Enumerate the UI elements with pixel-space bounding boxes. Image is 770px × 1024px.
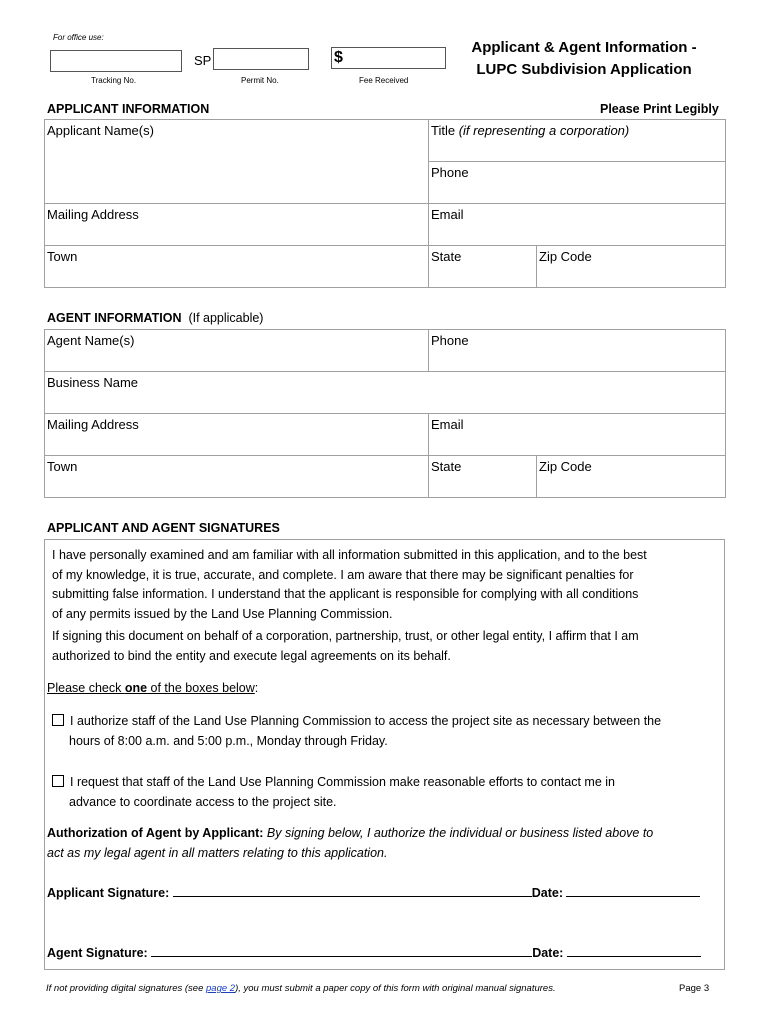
applicant-date-line[interactable]: [566, 896, 700, 897]
agent-name-field[interactable]: Agent Name(s): [45, 330, 429, 372]
page-number: Page 3: [679, 983, 710, 994]
fee-label: Fee Received: [359, 76, 409, 85]
office-use-label: For office use:: [53, 33, 104, 42]
tracking-number-field[interactable]: [50, 50, 182, 72]
agent-state-field[interactable]: State: [429, 456, 537, 498]
applicant-town-field[interactable]: Town: [45, 246, 429, 288]
applicant-signature-row: Applicant Signature: Date:: [47, 884, 723, 904]
tracking-label: Tracking No.: [91, 76, 137, 85]
sp-prefix: SP: [194, 53, 212, 68]
agent-signature-line[interactable]: [151, 956, 532, 957]
agent-heading: AGENT INFORMATION (If applicable): [47, 311, 264, 325]
entity-paragraph: If signing this document on behalf of a corporation, partnership, trust, or other legal entity, I affirm that I am authorized to bind the entity and execute legal agreements on its behalf.: [52, 629, 639, 663]
dollar-sign: $: [334, 49, 343, 66]
permit-label: Permit No.: [241, 76, 279, 85]
agent-zip-field[interactable]: Zip Code: [537, 456, 726, 498]
agent-date-line[interactable]: [567, 956, 701, 957]
fee-received-field[interactable]: [331, 47, 446, 69]
agent-signature-row: Agent Signature: Date:: [47, 944, 723, 964]
applicant-phone-field[interactable]: Phone: [429, 162, 726, 204]
certification-paragraph: I have personally examined and am familiar with all information submitted in this application, and to the best of my knowledge, it is true, accurate, and complete. I am aware that there may be significant penalties for submitting false information. I understand that the applicant is responsible for complying with all conditions of any permits issued by the Land Use Planning Commission.: [52, 548, 647, 621]
applicant-table: [44, 119, 726, 288]
title-field[interactable]: Title (if representing a corporation): [429, 120, 726, 162]
agent-authorization: Authorization of Agent by Applicant: By signing below, I authorize the individual or business listed above to act as my legal agent in all matters relating to this application.: [47, 826, 654, 860]
applicant-heading: APPLICANT INFORMATION: [47, 102, 210, 116]
permit-number-field[interactable]: [213, 48, 309, 70]
page-title: [456, 37, 712, 81]
option-contact-request: I request that staff of the Land Use Planning Commission make reasonable efforts to contact me in advance to coordinate access to the project site.: [52, 773, 722, 812]
option-site-access: I authorize staff of the Land Use Planning Commission to access the project site as necessary between the hours of 8:00 a.m. and 5:00 p.m., Monday through Friday.: [52, 712, 722, 751]
applicant-email-field[interactable]: Email: [429, 204, 726, 246]
footer-note: If not providing digital signatures (see page 2), you must submit a paper copy of this form with original manual signatures.: [46, 983, 556, 994]
title-line-2: LUPC Subdivision Application: [476, 61, 692, 78]
applicant-name-field[interactable]: Applicant Name(s): [45, 120, 429, 204]
title-line-1: Applicant & Agent Information -: [471, 39, 697, 56]
print-legibly-note: Please Print Legibly: [600, 102, 719, 116]
agent-mailing-field[interactable]: Mailing Address: [45, 414, 429, 456]
applicant-zip-field[interactable]: Zip Code: [537, 246, 726, 288]
agent-email-field[interactable]: Email: [429, 414, 726, 456]
agent-table: [44, 329, 726, 498]
applicant-signature-line[interactable]: [173, 896, 532, 897]
site-access-checkbox[interactable]: [52, 714, 64, 726]
contact-request-checkbox[interactable]: [52, 775, 64, 787]
business-name-field[interactable]: Business Name: [45, 372, 726, 414]
agent-town-field[interactable]: Town: [45, 456, 429, 498]
applicant-state-field[interactable]: State: [429, 246, 537, 288]
signatures-heading: APPLICANT AND AGENT SIGNATURES: [47, 521, 280, 535]
agent-phone-field[interactable]: Phone: [429, 330, 726, 372]
page-2-link[interactable]: page 2: [206, 983, 236, 994]
check-instruction: Please check one of the boxes below:: [47, 681, 259, 695]
applicant-mailing-field[interactable]: Mailing Address: [45, 204, 429, 246]
